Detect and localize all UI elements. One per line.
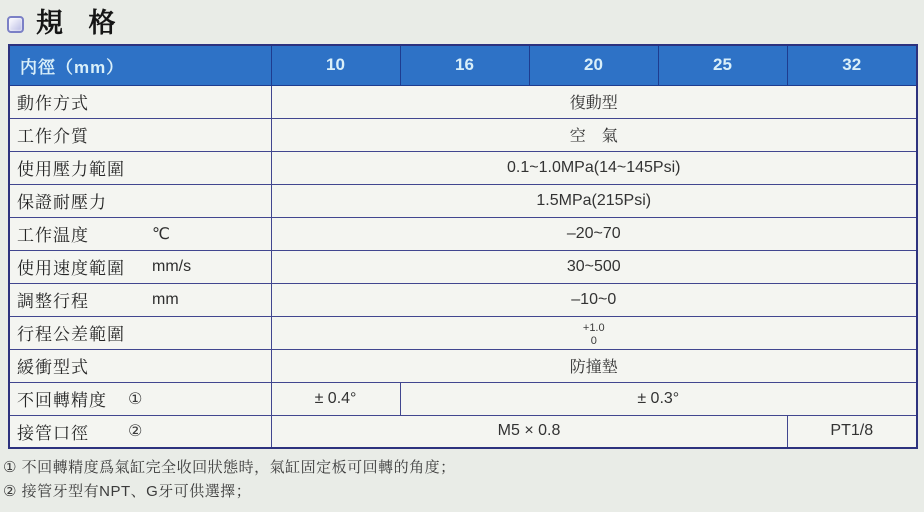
row-value: 1.5MPa(215Psi) bbox=[271, 184, 917, 217]
row-unit-mm-s: mm/s bbox=[152, 257, 192, 275]
row-label: 工作介質 bbox=[9, 118, 271, 151]
row-value: 復動型 bbox=[271, 85, 917, 118]
row-label: 使用壓力範圍 bbox=[9, 151, 271, 184]
table-row-proof-pressure bbox=[9, 184, 917, 217]
row-value-bore-10-25: M5 × 0.8 bbox=[271, 415, 787, 448]
tolerance-upper: +1.0 bbox=[582, 321, 605, 334]
row-label-text: 不回轉精度 bbox=[17, 391, 107, 410]
footnote-mark-1: ① bbox=[128, 390, 143, 408]
table-row-action-type bbox=[9, 85, 917, 118]
row-label: 緩衝型式 bbox=[9, 349, 271, 382]
header-col-10: 10 bbox=[271, 45, 400, 85]
table-row-non-rotating-accuracy bbox=[9, 382, 917, 415]
table-row-port-size bbox=[9, 415, 917, 448]
footnote-mark-2: ② bbox=[128, 423, 143, 441]
header-bore-label: 内徑（mm） bbox=[9, 45, 271, 85]
row-value: 防撞墊 bbox=[271, 349, 917, 382]
tolerance-lower: 0 bbox=[590, 334, 597, 347]
row-unit-mm: mm bbox=[152, 290, 179, 308]
row-value: –10~0 bbox=[271, 283, 917, 316]
row-value-bore-16-32: ± 0.3° bbox=[400, 382, 917, 415]
tolerance-stack bbox=[583, 322, 605, 347]
row-label: 動作方式 bbox=[9, 85, 271, 118]
footnotes bbox=[3, 456, 924, 505]
table-row-speed-range bbox=[9, 250, 917, 283]
table-header-row bbox=[9, 45, 917, 85]
row-value: 0.1~1.0MPa(14~145Psi) bbox=[271, 151, 917, 184]
row-label-text: 接管口徑 bbox=[17, 423, 89, 443]
header-col-25: 25 bbox=[658, 45, 787, 85]
row-label bbox=[9, 283, 271, 316]
row-unit-celsius: ℃ bbox=[152, 225, 170, 243]
table-row-stroke-tolerance bbox=[9, 316, 917, 349]
table-row-temperature bbox=[9, 217, 917, 250]
row-value-bore-32: PT1/8 bbox=[787, 415, 917, 448]
row-label bbox=[9, 382, 271, 415]
row-value: 30~500 bbox=[271, 250, 917, 283]
table-row-adjust-stroke bbox=[9, 283, 917, 316]
row-label bbox=[9, 217, 271, 250]
header-col-32: 32 bbox=[787, 45, 917, 85]
header-col-20: 20 bbox=[529, 45, 658, 85]
section-title-row bbox=[0, 0, 924, 44]
table-row-working-medium bbox=[9, 118, 917, 151]
table-row-cushion-type bbox=[9, 349, 917, 382]
row-label-text: 使用速度範圍 bbox=[17, 259, 125, 278]
row-value: –20~70 bbox=[271, 217, 917, 250]
row-label: 保證耐壓力 bbox=[9, 184, 271, 217]
row-value-bore-10: ± 0.4° bbox=[271, 382, 400, 415]
row-label-text: 調整行程 bbox=[17, 292, 89, 311]
row-value: 空 氣 bbox=[271, 118, 917, 151]
row-label: 行程公差範圍 bbox=[9, 316, 271, 349]
table-row-pressure-range bbox=[9, 151, 917, 184]
row-label-text: 工作温度 bbox=[17, 226, 89, 245]
spec-table bbox=[8, 44, 918, 449]
header-col-16: 16 bbox=[400, 45, 529, 85]
footnote-1: ① 不回轉精度爲氣缸完全收回狀態時，氣缸固定板可回轉的角度； bbox=[3, 459, 456, 476]
row-label bbox=[9, 250, 271, 283]
footnote-2: ② 接管牙型有NPT、G牙可供選擇； bbox=[3, 483, 252, 501]
row-value-tolerance bbox=[271, 316, 917, 349]
row-label bbox=[9, 415, 271, 448]
square-bullet-icon bbox=[7, 16, 24, 33]
section-title: 規 格 bbox=[36, 8, 125, 38]
